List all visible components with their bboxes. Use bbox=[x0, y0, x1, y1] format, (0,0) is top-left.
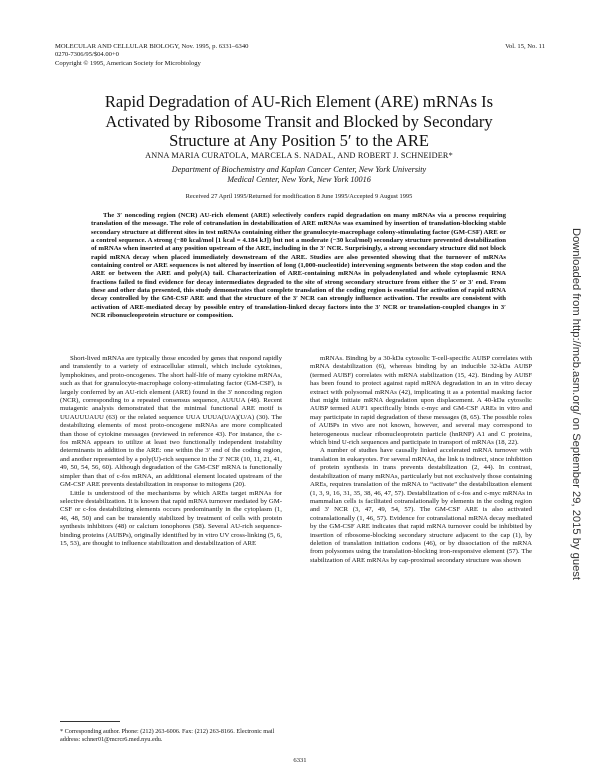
affiliation-line-2: Medical Center, New York, New York 10016 bbox=[227, 175, 371, 185]
author-list: ANNA MARIA CURATOLA, MARCELA S. NADAL, AND ROBERT J. SCHNEIDER* bbox=[145, 151, 453, 160]
volume-issue: Vol. 15, No. 11 bbox=[505, 43, 545, 50]
journal-line: MOLECULAR AND CELLULAR BIOLOGY, Nov. 1995, p. 6331–6340 bbox=[55, 43, 249, 50]
title-line-1: Rapid Degradation of AU-Rich Element (ARE) mRNAs Is bbox=[104, 92, 494, 111]
abstract: The 3′ noncoding region (NCR) AU-rich element (ARE) selectively confers rapid degradation on many mRNAs via a process requiring translation of the message. The role of cotranslation in destabilization of ARE mRNAs was examined by insertion of translation-blocking stable secondary structure at different sites in test mRNAs containing either the granulocyte-macrophage colony-stimulating factor (GM-CSF) ARE or a control sequence. A strong (−80 kcal/mol [1 kcal = 4.184 kJ]) but not a moderate (−30 kcal/mol) secondary structure prevented destabilization of mRNAs when inserted at any position upstream of the ARE, including in the 3′ NCR. Surprisingly, a strong secondary structure did not block rapid mRNA decay when placed immediately downstream of the ARE. Studies are also presented showing that the turnover of mRNAs containing control or ARE sequences is not altered by insertion of long (1,000-nucleotide) intervening segments between the stop codon and the ARE or between the ARE and poly(A) tail. Characterization of ARE-containing mRNAs in polyadenylated and whole cytoplasmic RNA fractions failed to find evidence for decay intermediates degraded to the site of strong secondary structure from either the 5′ or 3′ end. From these and other data presented, this study demonstrates that complete translation of the coding region is essential for activation of rapid mRNA decay controlled by the GM-CSF ARE and that the structure of the 3′ NCR can strongly influence activation. The results are consistent with activation of ARE-mediated decay by possible entry of translation-linked decay factors into the 3′ NCR or translation-coupled changes in 3′ NCR ribonucleoprotein structure or composition. bbox=[91, 212, 506, 320]
received-dates: Received 27 April 1995/Returned for modification 8 June 1995/Accepted 9 August 1995 bbox=[185, 193, 413, 200]
affiliation bbox=[60, 165, 538, 186]
footnote bbox=[60, 721, 282, 744]
page-number: 6331 bbox=[293, 757, 307, 764]
body-column-left bbox=[60, 355, 282, 548]
copyright-line: Copyright © 1995, American Society for Microbiology bbox=[55, 59, 201, 67]
title-line-3: Structure at Any Position 5′ to the ARE bbox=[169, 131, 429, 150]
body-paragraph: Short-lived mRNAs are typically those encoded by genes that respond rapidly and transiently to a variety of extracellular stimuli, which include cytokines, lymphokines, and proto-oncogenes. The short half-life of many cytokine mRNAs, such as that for granulocyte-macrophage colony-stimulating factor (GM-CSF), is largely conferred by an AU-rich element (ARE) found in the 3′ noncoding region (NCR), corresponding to a repeated consensus sequence, AUUUA (48). Recent mutagenic analysis demonstrated that the minimal functional ARE motif is UUAUUUAUU (63) or the related sequence UUA UUUA(U/A)(U/A) (30). The destabilizing elements of most proto-oncogene mRNAs are more complicated than those of cytokine messages (reviewed in reference 43). For instance, the c-fos mRNA appears to utilize at least two functionally independent instability determinants in addition to the ARE: one within the 3′ end of the coding region, and another represented by a poly(U)-rich sequence in the 3′ NCR (10, 11, 21, 41, 49, 50, 54, 56, 60). Although degradation of the GM-CSF mRNA is functionally simpler than that of c-fos mRNA, an additional element located upstream of the GM-CSF ARE prevents destabilization in response to mitogens (20). bbox=[60, 355, 282, 489]
journal-header bbox=[55, 43, 545, 68]
corresponding-author-note: * Corresponding author. Phone: (212) 263-6006. Fax: (212) 263-8166. Electronic mail address: schner01@mcrcr6.med.nyu.edu. bbox=[60, 728, 275, 743]
issn-line: 0270-7306/95/$04.00+0 bbox=[55, 51, 119, 59]
download-watermark bbox=[569, 214, 583, 594]
affiliation-line-1: Department of Biochemistry and Kaplan Cancer Center, New York University bbox=[171, 165, 427, 174]
body-column-right bbox=[310, 355, 532, 565]
body-paragraph: Little is understood of the mechanisms by which AREs target mRNAs for selective destabilization. It is known that rapid mRNA turnover mediated by GM-CSF or c-fos destabilizing elements occurs predominantly in the cytoplasm (1, 46, 48, 50) and can be transiently stabilized by treatment of cells with protein synthesis inhibitors (48) or calcium ionophores (58). Several AU-rich sequence-binding proteins (AUBPs), originally identified by in vitro UV cross-linking (5, 6, 15, 53), are thought to influence stabilization and destabilization of ARE bbox=[60, 489, 282, 547]
footnote-rule bbox=[60, 721, 120, 722]
title-line-2: Activated by Ribosome Transit and Blocked by Secondary bbox=[105, 111, 493, 131]
download-watermark-text: Downloaded from http://mcb.asm.org/ on September 29, 2015 by guest bbox=[570, 228, 582, 580]
body-paragraph: A number of studies have causally linked accelerated mRNA turnover with translation in eukaryotes. For several mRNAs, the link is indirect, since inhibition of protein synthesis in trans prevents destabilization (2, 44). In contrast, destabilization of many mRNAs, particularly but not exclusively those containing AREs, requires translation of the mRNA to “activate” the destabilization element (1, 3, 9, 16, 31, 35, 38, 46, 47, 57). Destabilization of c-fos and c-myc mRNAs in mammalian cells is facilitated cotranslationally by elements in the coding region and 3′ NCR (3, 47, 49, 54, 57). The GM-CSF ARE is also activated cotranslationally (1, 46, 57). Evidence for cotranslational mRNA decay mediated by the GM-CSF ARE indicates that rapid mRNA turnover could be inhibited by insertion of ribosome-blocking secondary structure adjacent to the cap (1), by deletion of translation initiation codons (46), or by dissociation of the mRNA from polysomes using the translation-blocking iron-responsive element (57). The stabilization of ARE mRNAs by cap-proximal secondary structure was shown bbox=[310, 447, 532, 564]
body-paragraph: mRNAs. Binding by a 30-kDa cytosolic T-cell-specific AUBP correlates with mRNA destabilization (6), whereas binding by an inducible 32-kDa AUBP (termed AUBF) correlates with mRNA stabilization (15, 42). Binding by AUBF has been found to protect against rapid mRNA degradation in an in vitro decay extract with polysomal mRNAs (42), implicating it as a potential masking factor that might initiate mRNA degradation upon displacement. A 40-kDa cytosolic AUBP termed AUF1 specifically binds c-myc and GM-CSF AREs in vitro and may participate in rapid degradation of these messages (8, 65). The possible roles of AUBPs in vivo are not known, however, and several may correspond to heterogeneous nuclear ribonucleoprotein particle (hnRNP) A1 and C proteins, which bind U-rich sequences and participate in transport of mRNAs (18, 22). bbox=[310, 355, 532, 447]
article-title bbox=[60, 92, 538, 151]
